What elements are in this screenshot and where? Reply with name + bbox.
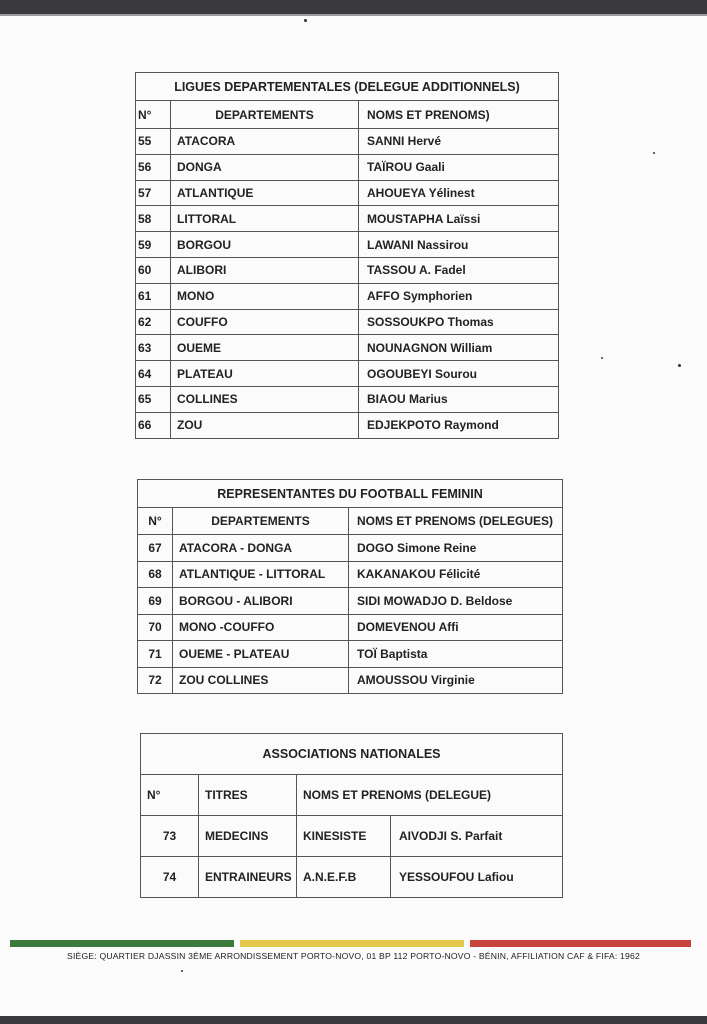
cell-departement: ATLANTIQUE xyxy=(171,180,359,206)
cell-departement: ALIBORI xyxy=(171,257,359,283)
cell-nom: DOGO Simone Reine xyxy=(349,535,563,562)
table-row xyxy=(136,361,559,387)
cell-number: 68 xyxy=(138,561,173,588)
table-title: LIGUES DEPARTEMENTALES (DELEGUE ADDITIONNELS) xyxy=(136,73,559,101)
scan-border-bottom xyxy=(0,1016,707,1024)
footer-address: SIÈGE: QUARTIER DJASSIN 3ÈME ARRONDISSEMENT PORTO-NOVO, 01 BP 112 PORTO-NOVO - BÉNIN, AFFILIATION CAF & FIFA: 1962 xyxy=(67,951,640,961)
table-row xyxy=(136,129,559,155)
cell-number: 60 xyxy=(136,257,171,283)
cell-association: KINESISTE xyxy=(297,816,391,857)
table-row xyxy=(138,641,563,668)
cell-nom: AIVODJI S. Parfait xyxy=(391,816,563,857)
cell-number: 62 xyxy=(136,309,171,335)
table-row xyxy=(136,180,559,206)
cell-nom: NOUNAGNON William xyxy=(359,335,559,361)
cell-number: 69 xyxy=(138,588,173,615)
cell-departement: MONO -COUFFO xyxy=(173,614,349,641)
table-row xyxy=(138,667,563,694)
cell-nom: EDJEKPOTO Raymond xyxy=(359,412,559,438)
cell-titre: MEDECINS xyxy=(199,816,297,857)
scan-speck xyxy=(653,152,655,154)
cell-number: 58 xyxy=(136,206,171,232)
cell-number: 72 xyxy=(138,667,173,694)
cell-nom: TOÏ Baptista xyxy=(349,641,563,668)
column-header-departements: DEPARTEMENTS xyxy=(171,101,359,129)
table-row xyxy=(136,206,559,232)
footer-bar-red xyxy=(470,940,691,947)
cell-number: 73 xyxy=(141,816,199,857)
cell-number: 59 xyxy=(136,232,171,258)
cell-nom: BIAOU Marius xyxy=(359,386,559,412)
cell-number: 74 xyxy=(141,857,199,898)
cell-number: 61 xyxy=(136,283,171,309)
football-feminin-table xyxy=(137,479,563,694)
cell-departement: OUEME - PLATEAU xyxy=(173,641,349,668)
scan-speck xyxy=(601,357,603,359)
table-row xyxy=(136,283,559,309)
cell-number: 55 xyxy=(136,129,171,155)
footer-bar-green xyxy=(10,940,234,947)
cell-nom: AFFO Symphorien xyxy=(359,283,559,309)
cell-nom: TAÏROU Gaali xyxy=(359,154,559,180)
associations-nationales-table xyxy=(140,733,563,898)
table-row xyxy=(136,232,559,258)
cell-nom: AMOUSSOU Virginie xyxy=(349,667,563,694)
cell-number: 70 xyxy=(138,614,173,641)
cell-departement: ATACORA xyxy=(171,129,359,155)
cell-departement: BORGOU - ALIBORI xyxy=(173,588,349,615)
table-row xyxy=(136,309,559,335)
cell-nom: LAWANI Nassirou xyxy=(359,232,559,258)
cell-nom: AHOUEYA Yélinest xyxy=(359,180,559,206)
cell-number: 64 xyxy=(136,361,171,387)
ligues-departementales-table xyxy=(135,72,559,439)
cell-departement: COLLINES xyxy=(171,386,359,412)
cell-nom: SOSSOUKPO Thomas xyxy=(359,309,559,335)
cell-titre: ENTRAINEURS xyxy=(199,857,297,898)
table-row xyxy=(136,154,559,180)
cell-number: 56 xyxy=(136,154,171,180)
cell-departement: PLATEAU xyxy=(171,361,359,387)
cell-number: 67 xyxy=(138,535,173,562)
cell-departement: OUEME xyxy=(171,335,359,361)
footer-bar-yellow xyxy=(240,940,464,947)
cell-departement: DONGA xyxy=(171,154,359,180)
cell-departement: BORGOU xyxy=(171,232,359,258)
column-header-number: N° xyxy=(141,775,199,816)
cell-number: 57 xyxy=(136,180,171,206)
column-header-departements: DEPARTEMENTS xyxy=(173,508,349,535)
cell-nom: SIDI MOWADJO D. Beldose xyxy=(349,588,563,615)
cell-nom: YESSOUFOU Lafiou xyxy=(391,857,563,898)
cell-number: 63 xyxy=(136,335,171,361)
scan-speck xyxy=(678,364,681,367)
column-header-noms: NOMS ET PRENOMS (DELEGUE) xyxy=(297,775,563,816)
column-header-number: N° xyxy=(138,508,173,535)
table-row xyxy=(136,412,559,438)
table-row xyxy=(138,614,563,641)
table-title: ASSOCIATIONS NATIONALES xyxy=(141,734,563,775)
cell-number: 71 xyxy=(138,641,173,668)
cell-departement: ATACORA - DONGA xyxy=(173,535,349,562)
table-row xyxy=(141,816,563,857)
cell-nom: OGOUBEYI Sourou xyxy=(359,361,559,387)
cell-departement: ZOU xyxy=(171,412,359,438)
scan-border-top xyxy=(0,0,707,14)
footer-color-bars xyxy=(10,940,691,947)
column-header-number: N° xyxy=(136,101,171,129)
scan-speck xyxy=(304,19,307,22)
cell-association: A.N.E.F.B xyxy=(297,857,391,898)
table-row xyxy=(136,386,559,412)
scan-border-top-edge xyxy=(0,14,707,16)
cell-nom: KAKANAKOU Félicité xyxy=(349,561,563,588)
cell-nom: TASSOU A. Fadel xyxy=(359,257,559,283)
table-row xyxy=(141,857,563,898)
cell-nom: MOUSTAPHA Laïssi xyxy=(359,206,559,232)
table-row xyxy=(138,588,563,615)
table-title: REPRESENTANTES DU FOOTBALL FEMININ xyxy=(138,480,563,508)
column-header-titres: TITRES xyxy=(199,775,297,816)
cell-departement: ATLANTIQUE - LITTORAL xyxy=(173,561,349,588)
table-row xyxy=(136,335,559,361)
scan-speck xyxy=(181,970,183,972)
column-header-noms: NOMS ET PRENOMS (DELEGUES) xyxy=(349,508,563,535)
column-header-noms: NOMS ET PRENOMS) xyxy=(359,101,559,129)
cell-departement: MONO xyxy=(171,283,359,309)
cell-number: 66 xyxy=(136,412,171,438)
cell-departement: ZOU COLLINES xyxy=(173,667,349,694)
table-row xyxy=(138,535,563,562)
table-row xyxy=(136,257,559,283)
cell-nom: DOMEVENOU Affi xyxy=(349,614,563,641)
cell-departement: COUFFO xyxy=(171,309,359,335)
cell-nom: SANNI Hervé xyxy=(359,129,559,155)
table-row xyxy=(138,561,563,588)
cell-number: 65 xyxy=(136,386,171,412)
cell-departement: LITTORAL xyxy=(171,206,359,232)
